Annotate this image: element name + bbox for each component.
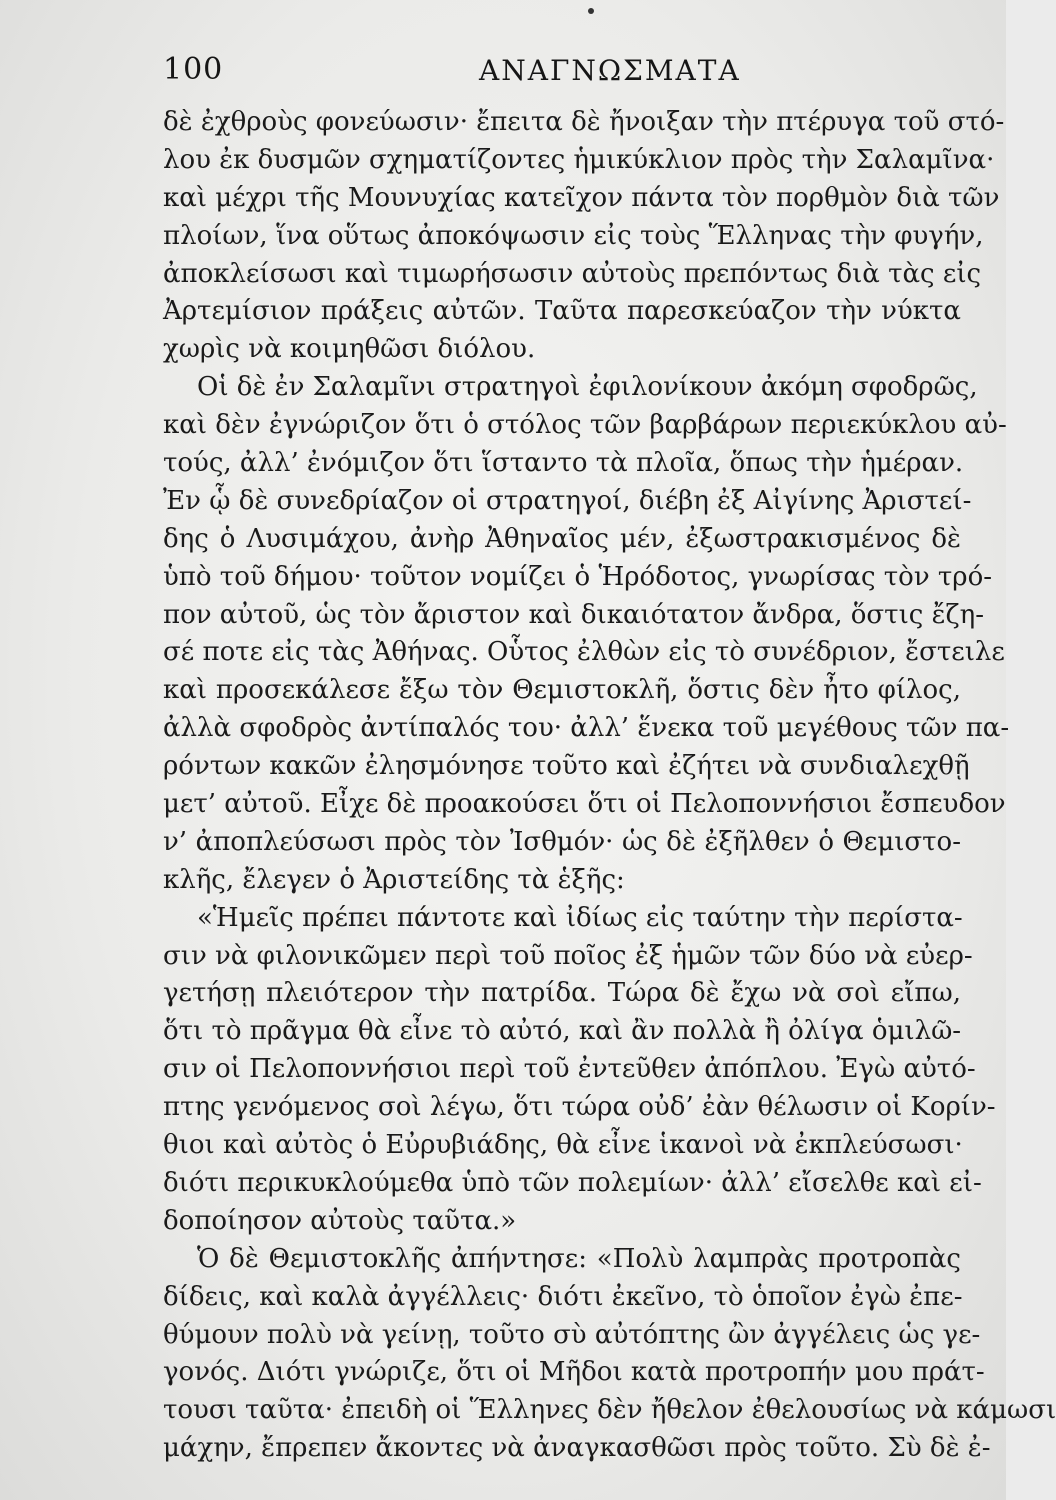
text-line: «Ἡμεῖς πρέπει πάντοτε καὶ ἰδίως εἰς ταύτην τὴν περίστα- bbox=[197, 902, 963, 933]
text-line: γετήσῃ πλειότερον τὴν πατρίδα. Τώρα δὲ ἔχω νὰ σοὶ εἴπω, bbox=[163, 978, 961, 1009]
text-line: κλῆς, ἔλεγεν ὁ Ἀριστείδης τὰ ἑξῆς: bbox=[163, 864, 625, 895]
text-line: θύμουν πολὺ νὰ γείνῃ, τοῦτο σὺ αὐτόπτης ὢν ἀγγέλεις ὡς γε- bbox=[163, 1319, 981, 1350]
text-line: πτης γενόμενος σοὶ λέγω, ὅτι τώρα οὐδ’ ἐὰν θέλωσιν οἱ Κορίν- bbox=[163, 1092, 996, 1123]
text-line: Ἐν ᾧ δὲ συνεδρίαζον οἱ στρατηγοί, διέβη ἐξ Αἰγίνης Ἀριστεί- bbox=[163, 485, 972, 516]
text-line: θιοι καὶ αὐτὸς ὁ Εὐρυβιάδης, θὰ εἶνε ἱκανοὶ νὰ ἐκπλεύσωσι· bbox=[163, 1130, 963, 1161]
page-number: 100 bbox=[163, 52, 224, 87]
text-line: καὶ προσεκάλεσε ἔξω τὸν Θεμιστοκλῆ, ὅστις δὲν ἦτο φίλος, bbox=[163, 675, 961, 706]
running-title: ΑΝΑΓΝΩΣΜΑΤΑ bbox=[479, 54, 741, 87]
text-line: Ἀρτεμίσιον πράξεις αὐτῶν. Ταῦτα παρεσκεύαζον τὴν νύκτα bbox=[163, 296, 961, 327]
text-line: μάχην, ἔπρεπεν ἄκοντες νὰ ἀναγκασθῶσι πρὸς τοῦτο. Σὺ δὲ ἐ- bbox=[163, 1433, 991, 1464]
text-line: καὶ μέχρι τῆς Μουνυχίας κατεῖχον πάντα τὸν πορθμὸν διὰ τῶν bbox=[163, 182, 1000, 213]
text-line: δης ὁ Λυσιμάχου, ἀνὴρ Ἀθηναῖος μέν, ἐξωστρακισμένος δὲ bbox=[163, 523, 961, 554]
text-line: σιν οἱ Πελοποννήσιοι περὶ τοῦ ἐντεῦθεν ἀπόπλου. Ἐγὼ αὐτό- bbox=[163, 1054, 976, 1085]
text-line: γονός. Διότι γνώριζε, ὅτι οἱ Μῆδοι κατὰ προτροπήν μου πράτ- bbox=[163, 1357, 985, 1388]
text-line: τουσι ταῦτα· ἐπειδὴ οἱ Ἕλληνες δὲν ἤθελον ἐθελουσίως νὰ κάμωσι bbox=[163, 1395, 1056, 1426]
page-header bbox=[163, 52, 803, 98]
text-line: ἀποκλείσωσι καὶ τιμωρήσωσιν αὐτοὺς πρεπόντως διὰ τὰς εἰς bbox=[163, 258, 982, 289]
text-line: ὅτι τὸ πρᾶγμα θὰ εἶνε τὸ αὐτό, καὶ ἂν πολλὰ ἢ ὀλίγα ὁμιλῶ- bbox=[163, 1016, 962, 1047]
text-line: σέ ποτε εἰς τὰς Ἀθήνας. Οὗτος ἐλθὼν εἰς τὸ συνέδριον, ἔστειλε bbox=[163, 637, 1005, 668]
text-line: δὲ ἐχθροὺς φονεύωσιν· ἔπειτα δὲ ἤνοιξαν τὴν πτέρυγα τοῦ στό- bbox=[163, 107, 1005, 137]
body-text bbox=[163, 104, 1056, 1468]
text-line: ὑπὸ τοῦ δήμου· τοῦτον νομίζει ὁ Ἡρόδοτος, γνωρίσας τὸν τρό- bbox=[163, 561, 993, 592]
text-line: δοποίησον αὐτοὺς ταῦτα.» bbox=[163, 1205, 517, 1236]
text-line: διότι περικυκλούμεθα ὑπὸ τῶν πολεμίων· ἀλλ’ εἴσελθε καὶ εἰ- bbox=[163, 1167, 982, 1198]
text-line: λου ἐκ δυσμῶν σχηματίζοντες ἡμικύκλιον πρὸς τὴν Σαλαμῖνα· bbox=[163, 144, 995, 175]
text-line: χωρὶς νὰ κοιμηθῶσι διόλου. bbox=[163, 334, 536, 365]
text-line: πον αὐτοῦ, ὡς τὸν ἄριστον καὶ δικαιότατον ἄνδρα, ὅστις ἔζη- bbox=[163, 599, 984, 630]
text-line: ν’ ἀποπλεύσωσι πρὸς τὸν Ἰσθμόν· ὡς δὲ ἐξῆλθεν ὁ Θεμιστο- bbox=[163, 826, 961, 857]
text-line: ἀλλὰ σφοδρὸς ἀντίπαλός του· ἀλλ’ ἕνεκα τοῦ μεγέθους τῶν πα- bbox=[163, 713, 1010, 744]
text-line: καὶ δὲν ἐγνώριζον ὅτι ὁ στόλος τῶν βαρβάρων περιεκύκλου αὐ- bbox=[163, 410, 1007, 441]
text-line: τούς, ἀλλ’ ἐνόμιζον ὅτι ἵσταντο τὰ πλοῖα, ὅπως τὴν ἡμέραν. bbox=[163, 448, 964, 479]
text-line: Ὁ δὲ Θεμιστοκλῆς ἀπήντησε: «Πολὺ λαμπρὰς προτροπὰς bbox=[197, 1243, 961, 1274]
text-line: Οἱ δὲ ἐν Σαλαμῖνι στρατηγοὶ ἐφιλονίκουν ἀκόμη σφοδρῶς, bbox=[197, 372, 978, 403]
text-line: σιν νὰ φιλονικῶμεν περὶ τοῦ ποῖος ἐξ ἡμῶν τῶν δύο νὰ εὐερ- bbox=[163, 940, 973, 971]
text-line: ρόντων κακῶν ἐλησμόνησε τοῦτο καὶ ἐζήτει νὰ συνδιαλεχθῇ bbox=[163, 751, 970, 782]
text-line: μετ’ αὐτοῦ. Εἶχε δὲ προακούσει ὅτι οἱ Πελοποννήσιοι ἔσπευδον bbox=[163, 789, 1006, 820]
text-line: δίδεις, καὶ καλὰ ἀγγέλλεις· διότι ἐκεῖνο, τὸ ὁποῖον ἐγὼ ἐπε- bbox=[163, 1281, 963, 1312]
text-line: πλοίων, ἵνα οὕτως ἀποκόψωσιν εἰς τοὺς Ἕλληνας τὴν φυγήν, bbox=[163, 220, 984, 251]
ink-speck bbox=[588, 8, 594, 14]
